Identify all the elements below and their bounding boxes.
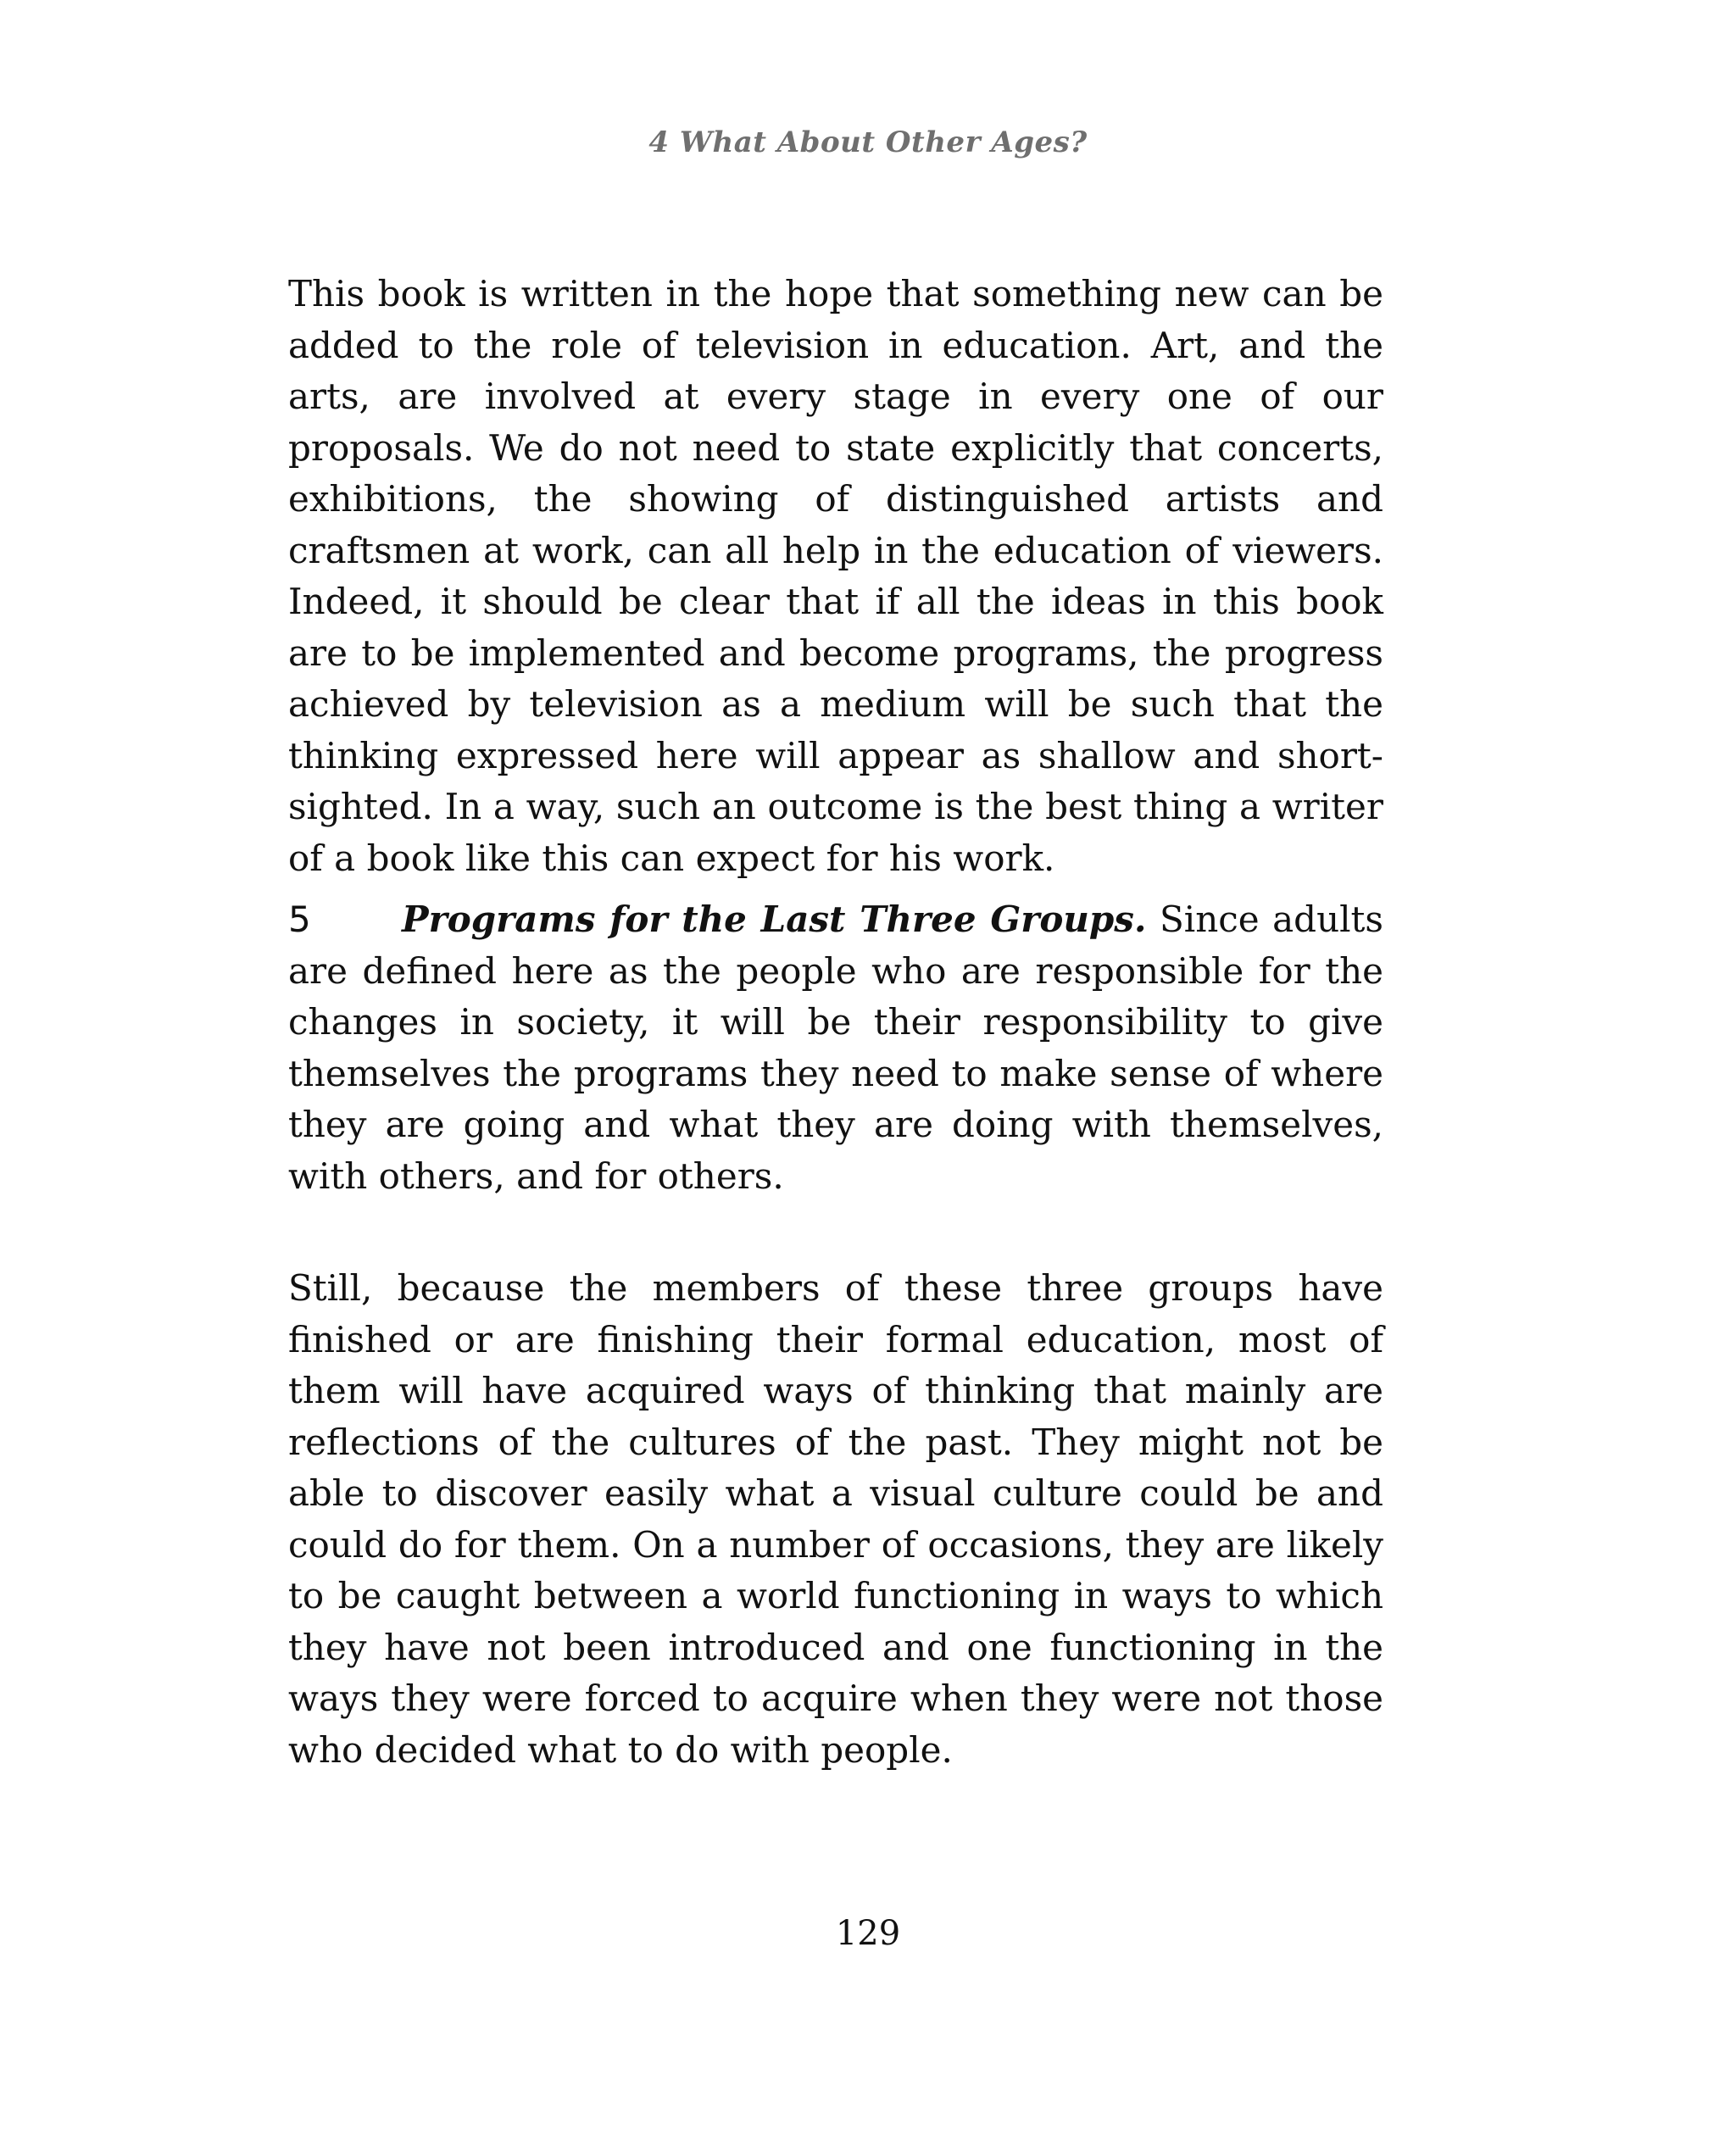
section-title: Programs for the Last Three Groups. [402, 899, 1147, 940]
body-paragraph: This book is written in the hope that something new can be added to the role of television in education. Art, and the arts, are involved at every stage in every one of our proposals. We do not need to state explicitly that concerts, exhibitions, the showing of distinguished artists and craftsmen at work, can all help in the education of viewers. Indeed, it should be clear that if all the ideas in this book are to be implemented and become programs, the progress achieved by television as a medium will be such that the thinking expressed here will appear as shallow and short-sighted. In a way, such an outcome is the best thing a writer of a book like this can expect for his work. [288, 273, 1383, 879]
page-number: 129 [835, 1914, 901, 1953]
running-head: 4 What About Other Ages? [648, 125, 1088, 159]
section-paragraph [288, 894, 1383, 1202]
section-number: 5 [288, 899, 311, 940]
body-paragraph: Still, because the members of these three groups have finished or are finishing their formal education, most of them will have acquired ways of thinking that mainly are reflections of the cultures of the past. They might not be able to discover easily what a visual culture could be and could do for them. On a number of occasions, they are likely to be caught between a world functioning in ways to which they have not been introduced and one functioning in the ways they were forced to acquire when they were not those who decided what to do with people. [288, 1267, 1383, 1771]
section-body-text: Since adults are defined here as the people who are responsible for the changes in society, it will be their responsibility to give themselves the programs they need to make sense of where they are going and what they are doing with themselves, with others, and for others. [288, 899, 1383, 1197]
